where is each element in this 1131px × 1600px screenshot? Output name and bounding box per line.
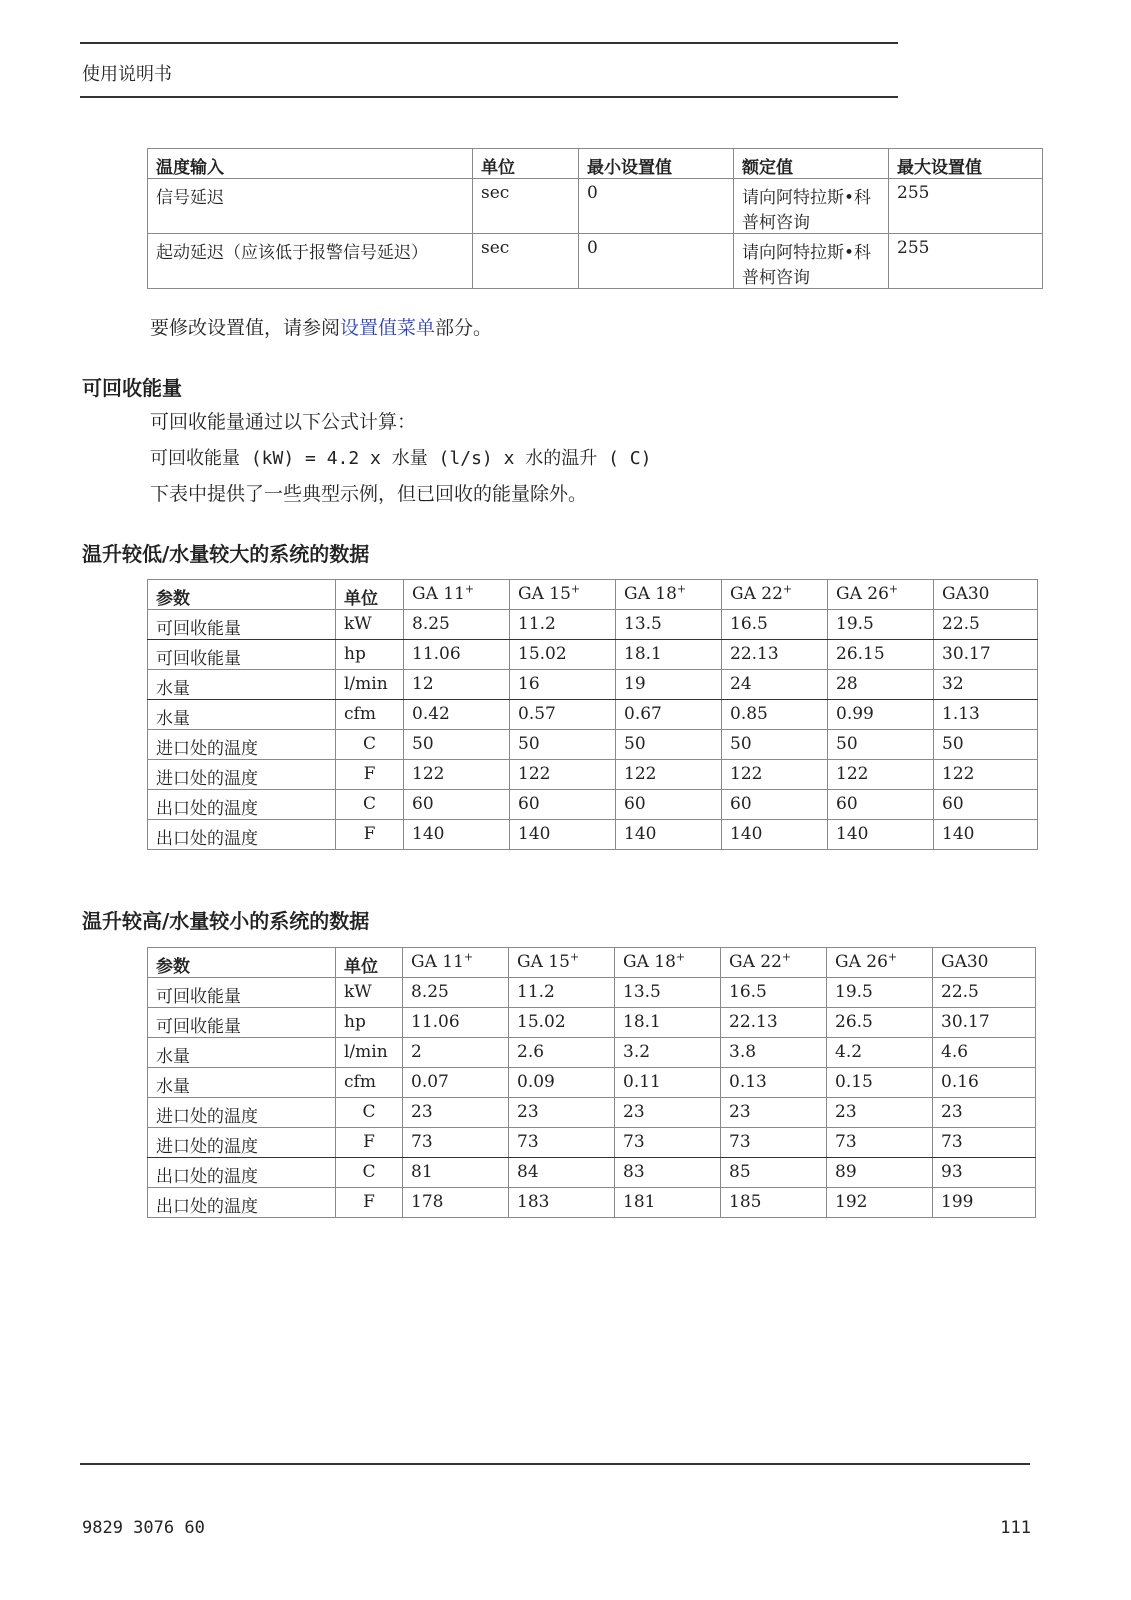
value-cell: 13.5 bbox=[616, 610, 722, 640]
value-cell: 8.25 bbox=[403, 978, 509, 1008]
value-cell: 16 bbox=[510, 670, 616, 700]
model-header bbox=[721, 948, 827, 978]
table-row bbox=[148, 234, 1043, 289]
unit-cell: cfm bbox=[336, 700, 404, 730]
value-cell: 23 bbox=[721, 1098, 827, 1128]
model-header bbox=[403, 948, 509, 978]
model-name: GA 11 bbox=[412, 584, 465, 604]
value-cell: 8.25 bbox=[404, 610, 510, 640]
model-header bbox=[933, 948, 1036, 978]
unit-cell: l/min bbox=[336, 670, 404, 700]
value-cell: 11.06 bbox=[404, 640, 510, 670]
table-row bbox=[148, 640, 1038, 670]
value-cell: 60 bbox=[828, 790, 934, 820]
unit-cell: C bbox=[336, 1158, 403, 1188]
value-cell: 0.99 bbox=[828, 700, 934, 730]
value-cell: 50 bbox=[722, 730, 828, 760]
recovery-heading: 可回收能量 bbox=[82, 376, 182, 400]
value-cell: 0.09 bbox=[509, 1068, 615, 1098]
model-superscript: + bbox=[675, 950, 686, 964]
table-row bbox=[148, 1008, 1036, 1038]
model-name: GA 26 bbox=[835, 952, 888, 972]
value-cell: 16.5 bbox=[721, 978, 827, 1008]
param-cell: 水量 bbox=[148, 670, 336, 700]
model-header bbox=[404, 580, 510, 610]
footer-rule bbox=[80, 1463, 1030, 1465]
unit-cell: l/min bbox=[336, 1038, 403, 1068]
header-top-rule bbox=[80, 42, 898, 44]
value-cell: 4.6 bbox=[933, 1038, 1036, 1068]
value-cell: 30.17 bbox=[934, 640, 1038, 670]
value-cell: 81 bbox=[403, 1158, 509, 1188]
model-name: GA 15 bbox=[518, 584, 571, 604]
value-cell: 85 bbox=[721, 1158, 827, 1188]
settings-header-input: 温度输入 bbox=[148, 149, 473, 179]
value-cell: 122 bbox=[404, 760, 510, 790]
table-row bbox=[148, 730, 1038, 760]
param-cell: 可回收能量 bbox=[148, 610, 336, 640]
value-cell: 199 bbox=[933, 1188, 1036, 1218]
model-name: GA 18 bbox=[624, 584, 677, 604]
model-name: GA 15 bbox=[517, 952, 570, 972]
param-cell: 进口处的温度 bbox=[148, 760, 336, 790]
value-cell: 2 bbox=[403, 1038, 509, 1068]
value-cell: 140 bbox=[510, 820, 616, 850]
table-row bbox=[148, 760, 1038, 790]
unit-cell: F bbox=[336, 1128, 403, 1158]
settings-cell: 0 bbox=[579, 179, 734, 234]
table-row bbox=[148, 670, 1038, 700]
param-cell: 进口处的温度 bbox=[148, 730, 336, 760]
value-cell: 192 bbox=[827, 1188, 933, 1218]
model-name: GA 22 bbox=[729, 952, 782, 972]
value-cell: 73 bbox=[721, 1128, 827, 1158]
value-cell: 93 bbox=[933, 1158, 1036, 1188]
value-cell: 140 bbox=[404, 820, 510, 850]
unit-cell: C bbox=[336, 1098, 403, 1128]
value-cell: 11.06 bbox=[403, 1008, 509, 1038]
header-title: 使用说明书 bbox=[82, 64, 172, 85]
unit-header: 单位 bbox=[336, 580, 404, 610]
recovery-line-1: 可回收能量通过以下公式计算： bbox=[150, 411, 417, 433]
value-cell: 19 bbox=[616, 670, 722, 700]
unit-cell: kW bbox=[336, 978, 403, 1008]
value-cell: 0.13 bbox=[721, 1068, 827, 1098]
value-cell: 0.16 bbox=[933, 1068, 1036, 1098]
value-cell: 18.1 bbox=[615, 1008, 721, 1038]
recovery-line-3: 下表中提供了一些典型示例，但已回收的能量除外。 bbox=[150, 483, 588, 505]
model-name: GA 18 bbox=[623, 952, 676, 972]
value-cell: 22.5 bbox=[934, 610, 1038, 640]
value-cell: 0.42 bbox=[404, 700, 510, 730]
value-cell: 183 bbox=[509, 1188, 615, 1218]
value-cell: 84 bbox=[509, 1158, 615, 1188]
model-superscript: + bbox=[569, 950, 580, 964]
table-row bbox=[148, 820, 1038, 850]
unit-cell: F bbox=[336, 760, 404, 790]
value-cell: 83 bbox=[615, 1158, 721, 1188]
unit-cell: C bbox=[336, 790, 404, 820]
settings-header-min: 最小设置值 bbox=[579, 149, 734, 179]
setpoint-menu-link[interactable]: 设置值菜单 bbox=[340, 317, 436, 339]
value-cell: 0.11 bbox=[615, 1068, 721, 1098]
param-cell: 可回收能量 bbox=[148, 978, 336, 1008]
model-superscript: + bbox=[887, 950, 898, 964]
value-cell: 0.15 bbox=[827, 1068, 933, 1098]
value-cell: 140 bbox=[616, 820, 722, 850]
settings-cell: 信号延迟 bbox=[148, 179, 473, 234]
settings-cell: sec bbox=[473, 234, 579, 289]
settings-cell: 255 bbox=[889, 179, 1043, 234]
model-header bbox=[510, 580, 616, 610]
param-cell: 进口处的温度 bbox=[148, 1098, 336, 1128]
value-cell: 122 bbox=[828, 760, 934, 790]
value-cell: 50 bbox=[616, 730, 722, 760]
model-superscript: + bbox=[570, 582, 581, 596]
note-text-after: 部分。 bbox=[435, 317, 493, 339]
unit-cell: kW bbox=[336, 610, 404, 640]
value-cell: 50 bbox=[404, 730, 510, 760]
table-row bbox=[148, 1158, 1036, 1188]
param-cell: 出口处的温度 bbox=[148, 1158, 336, 1188]
table-low-heading: 温升较低/水量较大的系统的数据 bbox=[82, 542, 370, 566]
value-cell: 140 bbox=[828, 820, 934, 850]
settings-cell: 请向阿特拉斯•科普柯咨询 bbox=[734, 234, 889, 289]
value-cell: 15.02 bbox=[509, 1008, 615, 1038]
table-high-heading: 温升较高/水量较小的系统的数据 bbox=[82, 909, 370, 933]
table-row bbox=[148, 1068, 1036, 1098]
table-low bbox=[147, 579, 1038, 850]
note-text-before: 要修改设置值，请参阅 bbox=[150, 317, 341, 339]
model-header bbox=[615, 948, 721, 978]
model-header bbox=[827, 948, 933, 978]
model-superscript: + bbox=[782, 582, 793, 596]
value-cell: 23 bbox=[509, 1098, 615, 1128]
table-row bbox=[148, 1038, 1036, 1068]
settings-note bbox=[150, 313, 492, 340]
model-name: GA 11 bbox=[411, 952, 464, 972]
value-cell: 2.6 bbox=[509, 1038, 615, 1068]
settings-cell: sec bbox=[473, 179, 579, 234]
value-cell: 73 bbox=[827, 1128, 933, 1158]
model-header bbox=[616, 580, 722, 610]
value-cell: 50 bbox=[510, 730, 616, 760]
param-cell: 水量 bbox=[148, 1068, 336, 1098]
model-header bbox=[722, 580, 828, 610]
settings-header-rated: 额定值 bbox=[734, 149, 889, 179]
value-cell: 73 bbox=[615, 1128, 721, 1158]
model-superscript: + bbox=[464, 582, 475, 596]
model-header bbox=[509, 948, 615, 978]
value-cell: 60 bbox=[510, 790, 616, 820]
value-cell: 13.5 bbox=[615, 978, 721, 1008]
recovery-formula: 可回收能量 (kW) = 4.2 x 水量 (l/s) x 水的温升 ( C) bbox=[150, 448, 652, 469]
value-cell: 26.5 bbox=[827, 1008, 933, 1038]
value-cell: 19.5 bbox=[827, 978, 933, 1008]
page-number: 111 bbox=[1000, 1518, 1031, 1538]
value-cell: 15.02 bbox=[510, 640, 616, 670]
param-cell: 进口处的温度 bbox=[148, 1128, 336, 1158]
value-cell: 4.2 bbox=[827, 1038, 933, 1068]
value-cell: 60 bbox=[616, 790, 722, 820]
value-cell: 18.1 bbox=[616, 640, 722, 670]
value-cell: 140 bbox=[934, 820, 1038, 850]
model-superscript: + bbox=[676, 582, 687, 596]
value-cell: 122 bbox=[510, 760, 616, 790]
value-cell: 11.2 bbox=[509, 978, 615, 1008]
value-cell: 12 bbox=[404, 670, 510, 700]
value-cell: 60 bbox=[722, 790, 828, 820]
table-row bbox=[148, 1188, 1036, 1218]
model-name: GA30 bbox=[942, 584, 990, 604]
model-header bbox=[828, 580, 934, 610]
model-name: GA30 bbox=[941, 952, 989, 972]
value-cell: 26.15 bbox=[828, 640, 934, 670]
unit-cell: hp bbox=[336, 1008, 403, 1038]
value-cell: 22.13 bbox=[721, 1008, 827, 1038]
value-cell: 11.2 bbox=[510, 610, 616, 640]
table-high bbox=[147, 947, 1036, 1218]
model-superscript: + bbox=[463, 950, 474, 964]
value-cell: 0.07 bbox=[403, 1068, 509, 1098]
header-bottom-rule bbox=[80, 96, 898, 98]
table-row bbox=[148, 978, 1036, 1008]
settings-cell: 0 bbox=[579, 234, 734, 289]
param-cell: 水量 bbox=[148, 700, 336, 730]
unit-cell: cfm bbox=[336, 1068, 403, 1098]
param-cell: 出口处的温度 bbox=[148, 1188, 336, 1218]
settings-cell: 255 bbox=[889, 234, 1043, 289]
value-cell: 73 bbox=[403, 1128, 509, 1158]
unit-cell: hp bbox=[336, 640, 404, 670]
value-cell: 16.5 bbox=[722, 610, 828, 640]
value-cell: 50 bbox=[934, 730, 1038, 760]
settings-cell: 请向阿特拉斯•科普柯咨询 bbox=[734, 179, 889, 234]
value-cell: 185 bbox=[721, 1188, 827, 1218]
model-header bbox=[934, 580, 1038, 610]
param-header: 参数 bbox=[148, 580, 336, 610]
table-header-row bbox=[148, 580, 1038, 610]
value-cell: 3.8 bbox=[721, 1038, 827, 1068]
value-cell: 50 bbox=[828, 730, 934, 760]
table-row bbox=[148, 1128, 1036, 1158]
model-name: GA 22 bbox=[730, 584, 783, 604]
param-cell: 水量 bbox=[148, 1038, 336, 1068]
value-cell: 73 bbox=[933, 1128, 1036, 1158]
value-cell: 30.17 bbox=[933, 1008, 1036, 1038]
settings-header-max: 最大设置值 bbox=[889, 149, 1043, 179]
unit-cell: F bbox=[336, 820, 404, 850]
table-row bbox=[148, 179, 1043, 234]
value-cell: 0.85 bbox=[722, 700, 828, 730]
param-cell: 出口处的温度 bbox=[148, 790, 336, 820]
param-header: 参数 bbox=[148, 948, 336, 978]
value-cell: 23 bbox=[933, 1098, 1036, 1128]
settings-table bbox=[147, 148, 1043, 289]
unit-cell: C bbox=[336, 730, 404, 760]
value-cell: 0.57 bbox=[510, 700, 616, 730]
value-cell: 1.13 bbox=[934, 700, 1038, 730]
table-header-row bbox=[148, 948, 1036, 978]
doc-number: 9829 3076 60 bbox=[82, 1518, 205, 1538]
param-cell: 可回收能量 bbox=[148, 640, 336, 670]
value-cell: 23 bbox=[615, 1098, 721, 1128]
value-cell: 122 bbox=[934, 760, 1038, 790]
model-superscript: + bbox=[888, 582, 899, 596]
model-superscript: + bbox=[781, 950, 792, 964]
value-cell: 32 bbox=[934, 670, 1038, 700]
table-row bbox=[148, 700, 1038, 730]
value-cell: 23 bbox=[403, 1098, 509, 1128]
settings-header-unit: 单位 bbox=[473, 149, 579, 179]
value-cell: 181 bbox=[615, 1188, 721, 1218]
unit-cell: F bbox=[336, 1188, 403, 1218]
model-name: GA 26 bbox=[836, 584, 889, 604]
table-row bbox=[148, 790, 1038, 820]
value-cell: 19.5 bbox=[828, 610, 934, 640]
value-cell: 22.13 bbox=[722, 640, 828, 670]
value-cell: 22.5 bbox=[933, 978, 1036, 1008]
param-cell: 可回收能量 bbox=[148, 1008, 336, 1038]
table-row bbox=[148, 610, 1038, 640]
settings-cell: 起动延迟（应该低于报警信号延迟） bbox=[148, 234, 473, 289]
value-cell: 89 bbox=[827, 1158, 933, 1188]
value-cell: 178 bbox=[403, 1188, 509, 1218]
table-row bbox=[148, 1098, 1036, 1128]
value-cell: 122 bbox=[616, 760, 722, 790]
value-cell: 23 bbox=[827, 1098, 933, 1128]
value-cell: 73 bbox=[509, 1128, 615, 1158]
param-cell: 出口处的温度 bbox=[148, 820, 336, 850]
value-cell: 0.67 bbox=[616, 700, 722, 730]
value-cell: 28 bbox=[828, 670, 934, 700]
value-cell: 140 bbox=[722, 820, 828, 850]
value-cell: 60 bbox=[934, 790, 1038, 820]
value-cell: 60 bbox=[404, 790, 510, 820]
value-cell: 122 bbox=[722, 760, 828, 790]
value-cell: 24 bbox=[722, 670, 828, 700]
value-cell: 3.2 bbox=[615, 1038, 721, 1068]
unit-header: 单位 bbox=[336, 948, 403, 978]
